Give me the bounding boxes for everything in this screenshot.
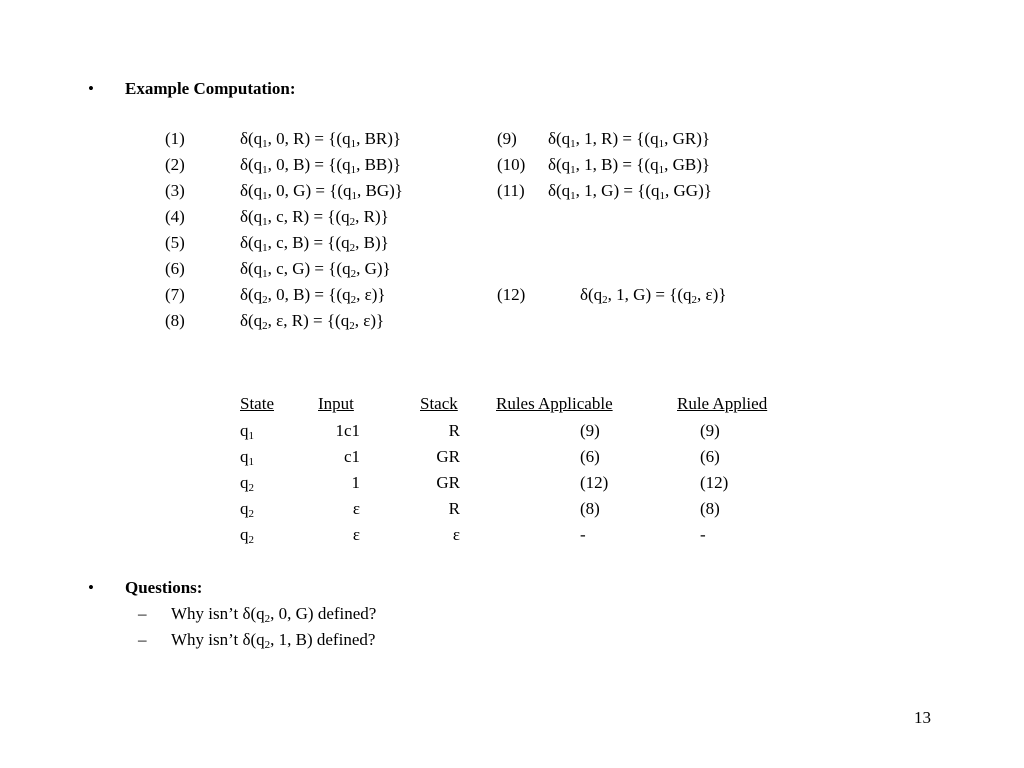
section-heading-questions: Questions: [125, 578, 203, 597]
rule-formula: $\delta(q_1$, 1, $B) = \{(q_1$, GB)} [548, 155, 711, 176]
table-cell-input: c1 [343, 447, 360, 466]
rule-number: (1) [165, 129, 185, 148]
table-cell-stack: GR [436, 447, 460, 466]
question-item: Why isn’t $\delta(q_2$, 0, G) defined? [171, 604, 377, 625]
table-cell-state: $q_2$ [240, 525, 254, 546]
rule-formula: $\delta(q_2$, 0, $B) = \{(q_2$, ε)} [240, 285, 386, 306]
rule-number: (4) [165, 207, 185, 226]
rule-formula: $\delta(q_1$, c, $R) = \{(q_2$, R)} [240, 207, 389, 228]
dash-icon: – [138, 604, 147, 623]
table-cell-input: ε [352, 525, 360, 544]
question-item: Why isn’t $\delta(q_2$, 1, B) defined? [171, 630, 376, 651]
table-cell-applicable: (6) [580, 447, 600, 466]
page-number: 13 [914, 708, 931, 727]
table-header-rules-applicable: Rules Applicable [496, 394, 613, 413]
rule-number: (5) [165, 233, 185, 252]
rule-formula: $\delta(q_2$, 1, $G) = \{(q_2$, ε)} [580, 285, 727, 306]
table-cell-input: ε [352, 499, 360, 518]
table-cell-stack: ε [452, 525, 460, 544]
rule-formula: $\delta(q_1$, 0, $B) = \{(q_1$, BB)} [240, 155, 402, 176]
rule-formula: $\delta(q_1$, 0, $G) = \{(q_1$, BG)} [240, 181, 403, 202]
table-header-input: Input [318, 394, 354, 413]
rule-formula: $\delta(q_1$, c, $G) = \{(q_2$, G)} [240, 259, 391, 280]
table-cell-state: $q_1$ [240, 421, 254, 442]
rule-number: (8) [165, 311, 185, 330]
rule-number: (7) [165, 285, 185, 304]
table-cell-applied: (8) [700, 499, 720, 518]
rule-formula: $\delta(q_2$, ε, $R) = \{(q_2$, ε)} [240, 311, 385, 332]
table-cell-state: $q_2$ [240, 499, 254, 520]
bullet-icon: • [88, 578, 94, 597]
rule-formula: $\delta(q_1$, c, $B) = \{(q_2$, B)} [240, 233, 389, 254]
table-cell-stack: R [448, 499, 460, 518]
table-cell-stack: R [448, 421, 460, 440]
table-cell-input: 1 [351, 473, 360, 492]
table-header-stack: Stack [420, 394, 458, 413]
rule-number: (3) [165, 181, 185, 200]
rule-formula: $\delta(q_1$, 0, $R) = \{(q_1$, BR)} [240, 129, 402, 150]
table-cell-applicable: (8) [580, 499, 600, 518]
table-cell-applicable: (12) [580, 473, 609, 492]
rule-number: (9) [497, 129, 517, 148]
table-cell-stack: GR [436, 473, 460, 492]
table-cell-applied: (6) [700, 447, 720, 466]
dash-icon: – [138, 630, 147, 649]
rule-number: (12) [497, 285, 526, 304]
table-cell-applied: - [700, 525, 706, 544]
table-cell-applied: (12) [700, 473, 729, 492]
rule-number: (10) [497, 155, 526, 174]
table-cell-applicable: - [580, 525, 586, 544]
rule-number: (11) [497, 181, 525, 200]
table-cell-state: $q_1$ [240, 447, 254, 468]
table-cell-applied: (9) [700, 421, 720, 440]
rule-formula: $\delta(q_1$, 1, $G) = \{(q_1$, GG)} [548, 181, 712, 202]
rule-number: (6) [165, 259, 185, 278]
table-cell-state: $q_2$ [240, 473, 254, 494]
rule-number: (2) [165, 155, 185, 174]
section-heading-example: Example Computation: [125, 79, 296, 98]
bullet-icon: • [88, 79, 94, 98]
table-header-state: State [240, 394, 274, 413]
table-cell-applicable: (9) [580, 421, 600, 440]
table-header-rule-applied: Rule Applied [677, 394, 768, 413]
table-cell-input: 1c1 [335, 421, 360, 440]
rule-formula: $\delta(q_1$, 1, $R) = \{(q_1$, GR)} [548, 129, 711, 150]
